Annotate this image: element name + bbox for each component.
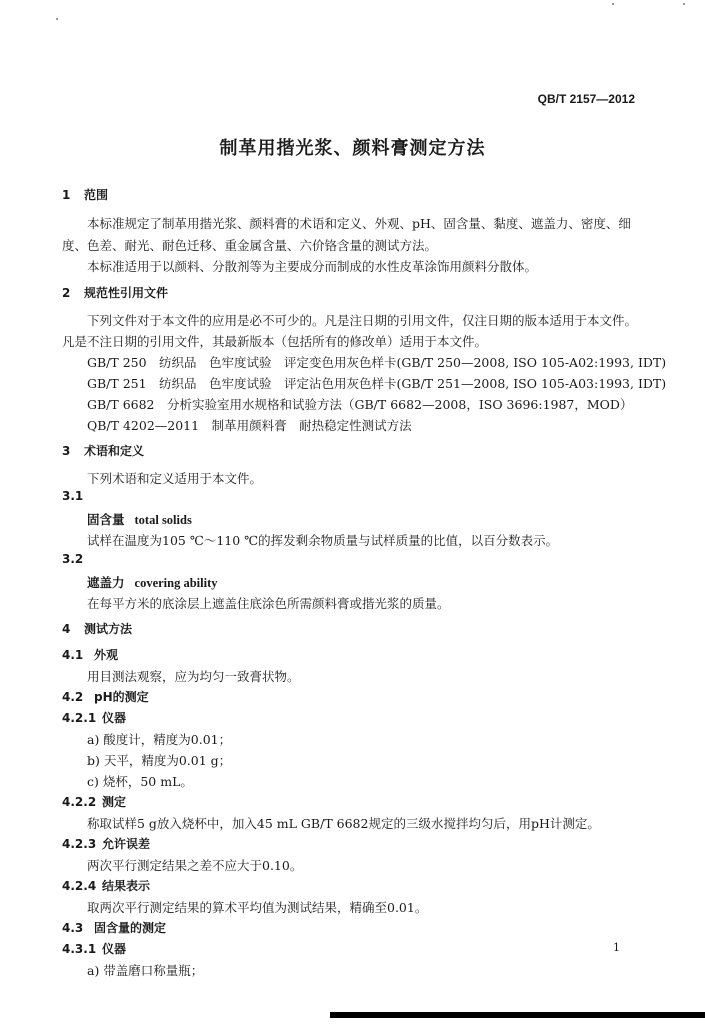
- clause-number: 4.2.4: [62, 879, 97, 893]
- reference-item: QB/T 4202—2011 制革用颜料膏 耐热稳定性测试方法: [87, 418, 412, 433]
- section-heading-scope: [62, 186, 108, 203]
- scan-edge-bar: [330, 1012, 705, 1018]
- scope-paragraph-1-line-1: 本标准规定了制革用揩光浆、颜料膏的术语和定义、外观、pH、固含量、黏度、遮盖力、密度、细: [87, 216, 631, 231]
- references-intro-line-2: 凡是不注日期的引用文件，其最新版本（包括所有的修改单）适用于本文件。: [62, 334, 488, 349]
- section-title: 范围: [84, 188, 109, 202]
- determination-text: 称取试样5 g放入烧杯中，加入45 mL GB/T 6682规定的三级水搅拌均匀后，用pH计测定。: [87, 816, 600, 831]
- term-definition: 在每平方米的底涂层上遮盖住底涂色所需颜料膏或揩光浆的质量。: [87, 596, 450, 611]
- appearance-text: 用目测法观察，应为均匀一致膏状物。: [87, 669, 300, 684]
- page-number: 1: [613, 941, 620, 954]
- term-definition: 试样在温度为105 ℃～110 ℃的挥发剩余物质量与试样质量的比值，以百分数表示。: [87, 533, 559, 548]
- subsection-heading-appearance: [62, 646, 118, 663]
- standard-code: QB/T 2157—2012: [537, 92, 635, 106]
- tolerance-text: 两次平行测定结果之差不应大于0.10。: [87, 858, 303, 873]
- scope-paragraph-2: 本标准适用于以颜料、分散剂等为主要成分而制成的水性皮革涂饰用颜料分散体。: [87, 259, 538, 274]
- clause-title: 测定: [102, 795, 127, 809]
- scan-speck: [612, 3, 614, 5]
- term-chinese: 遮盖力: [87, 575, 125, 590]
- reference-item: GB/T 6682 分析实验室用水规格和试验方法（GB/T 6682—2008，ISO 3696:1987，MOD）: [87, 397, 633, 412]
- section-number: 2: [62, 286, 71, 300]
- result-text: 取两次平行测定结果的算术平均值为测试结果，精确至0.01。: [87, 900, 428, 915]
- list-item: a) 酸度计，精度为0.01；: [87, 732, 232, 747]
- clause-number: 4.2.2: [62, 795, 97, 809]
- subsection-number: 4.1: [62, 648, 84, 662]
- clause-number: 4.2.3: [62, 837, 97, 851]
- list-item: a) 带盖磨口称量瓶；: [87, 963, 204, 978]
- references-intro-line-1: 下列文件对于本文件的应用是必不可少的。凡是注日期的引用文件，仅注日期的版本适用于本文件。: [87, 313, 638, 328]
- subsection-heading-solids: [62, 919, 166, 936]
- list-item: c) 烧杯，50 mL。: [87, 774, 193, 789]
- subsection-heading-ph: [62, 688, 149, 705]
- clause-heading-determination: [62, 793, 126, 810]
- clause-heading-apparatus: [62, 940, 126, 957]
- term-number: 3.1: [62, 489, 84, 503]
- term-english: covering ability: [134, 576, 218, 590]
- list-item: b) 天平，精度为0.01 g；: [87, 753, 232, 768]
- section-heading-test-methods: [62, 620, 132, 637]
- term-total-solids: [87, 510, 192, 528]
- subsection-title: 外观: [94, 648, 119, 662]
- section-title: 规范性引用文件: [84, 286, 169, 300]
- clause-title: 仪器: [102, 711, 127, 725]
- term-number: 3.2: [62, 552, 84, 566]
- reference-item: GB/T 251 纺织品 色牢度试验 评定沾色用灰色样卡(GB/T 251—2008, ISO 105-A03:1993, IDT): [87, 376, 667, 391]
- section-number: 1: [62, 188, 71, 202]
- clause-heading-apparatus: [62, 709, 126, 726]
- clause-title: 允许误差: [102, 837, 151, 851]
- scope-paragraph-1-line-2: 度、色差、耐光、耐色迁移、重金属含量、六价铬含量的测试方法。: [62, 238, 438, 253]
- subsection-number: 4.3: [62, 921, 84, 935]
- clause-number: 4.3.1: [62, 942, 97, 956]
- subsection-title: pH的测定: [94, 690, 149, 704]
- subsection-title: 固含量的测定: [94, 921, 167, 935]
- clause-heading-tolerance: [62, 835, 150, 852]
- scan-speck: [56, 18, 58, 20]
- section-heading-normative-references: [62, 284, 168, 301]
- section-number: 4: [62, 622, 71, 636]
- section-title: 术语和定义: [84, 444, 145, 458]
- term-english: total solids: [134, 513, 192, 527]
- clause-title: 结果表示: [102, 879, 151, 893]
- clause-number: 4.2.1: [62, 711, 97, 725]
- clause-heading-result: [62, 877, 150, 894]
- section-title: 测试方法: [84, 622, 133, 636]
- terms-intro: 下列术语和定义适用于本文件。: [87, 471, 263, 486]
- scan-speck: [683, 3, 685, 5]
- section-number: 3: [62, 444, 71, 458]
- section-heading-terms: [62, 442, 144, 459]
- reference-item: GB/T 250 纺织品 色牢度试验 评定变色用灰色样卡(GB/T 250—2008, ISO 105-A02:1993, IDT): [87, 355, 667, 370]
- document-title: 制革用揩光浆、颜料膏测定方法: [219, 138, 486, 159]
- clause-title: 仪器: [102, 942, 127, 956]
- term-chinese: 固含量: [87, 512, 125, 527]
- subsection-number: 4.2: [62, 690, 84, 704]
- term-covering-ability: [87, 573, 218, 591]
